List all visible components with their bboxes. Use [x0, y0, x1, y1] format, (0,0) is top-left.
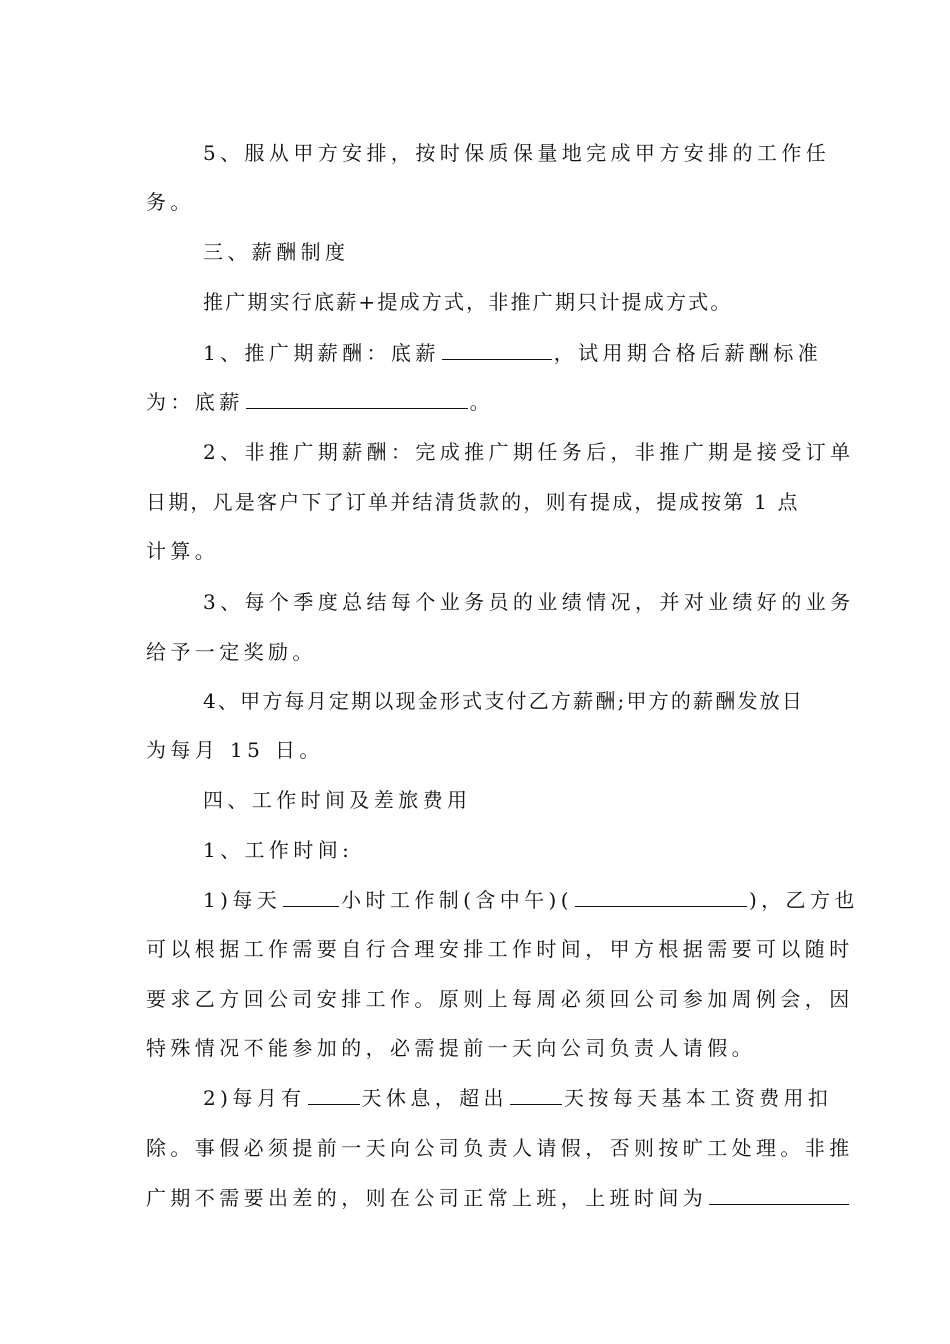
- paragraph-line: 2、非推广期薪酬：完成推广期任务后，非推广期是接受订单: [203, 440, 855, 464]
- fill-in-blank: [308, 1084, 360, 1105]
- fill-in-blank: [709, 1184, 849, 1205]
- fill-in-blank: [283, 886, 339, 907]
- section-heading: 三、薪酬制度: [203, 240, 350, 264]
- text-segment: 天休息，超出: [361, 1086, 508, 1110]
- paragraph-line: 可以根据工作需要自行合理安排工作时间，甲方根据需要可以随时: [146, 937, 854, 961]
- paragraph-line: 特殊情况不能参加的，必需提前一天向公司负责人请假。: [146, 1036, 756, 1060]
- text-segment: 天按每天基本工资费用扣: [563, 1086, 833, 1110]
- fill-in-blank: [246, 388, 468, 409]
- fill-in-blank: [575, 886, 747, 907]
- text-segment: ，试用期合格后薪酬标准: [553, 341, 823, 365]
- text-segment: )，乙方也: [748, 888, 859, 912]
- paragraph-line: 要求乙方回公司安排工作。原则上每周必须回公司参加周例会，因: [146, 987, 854, 1011]
- section-heading: 四、工作时间及差旅费用: [203, 788, 472, 812]
- fill-in-blank: [442, 339, 552, 360]
- paragraph-line: 除。事假必须提前一天向公司负责人请假，否则按旷工处理。非推: [146, 1136, 854, 1160]
- text-segment: 广期不需要出差的，则在公司正常上班，上班时间为: [146, 1186, 708, 1210]
- paragraph-line: [203, 339, 823, 367]
- paragraph-line: 3、每个季度总结每个业务员的业绩情况，并对业绩好的业务: [203, 590, 855, 614]
- text-segment: 2)每月有: [203, 1086, 306, 1110]
- paragraph-line: [146, 1184, 810, 1212]
- paragraph-line: [203, 886, 859, 914]
- text-segment: 1)每天: [203, 888, 282, 912]
- paragraph-line: 为每月 15 日。: [146, 738, 324, 762]
- paragraph-line: 务。: [146, 190, 195, 214]
- paragraph-line: 给予一定奖励。: [146, 640, 317, 664]
- text-segment: 为：底薪: [146, 390, 244, 414]
- paragraph-line: 1、工作时间:: [203, 838, 354, 862]
- paragraph-line: 4、甲方每月定期以现金形式支付乙方薪酬;甲方的薪酬发放日: [203, 689, 805, 713]
- paragraph-line: 日期，凡是客户下了订单并结清货款的，则有提成，提成按第 1 点: [146, 490, 800, 514]
- paragraph-line: 计算。: [146, 539, 220, 563]
- paragraph-line: 推广期实行底薪+提成方式，非推广期只计提成方式。: [203, 290, 733, 314]
- text-segment: 1、推广期薪酬：底薪: [203, 341, 440, 365]
- paragraph-line: [146, 388, 810, 416]
- paragraph-line: [203, 1084, 833, 1112]
- text-segment: 。: [469, 390, 495, 414]
- text-segment: 小时工作制(含中午)(: [341, 888, 573, 912]
- fill-in-blank: [510, 1084, 562, 1105]
- paragraph-line: 5、服从甲方安排，按时保质保量地完成甲方安排的工作任: [203, 141, 831, 165]
